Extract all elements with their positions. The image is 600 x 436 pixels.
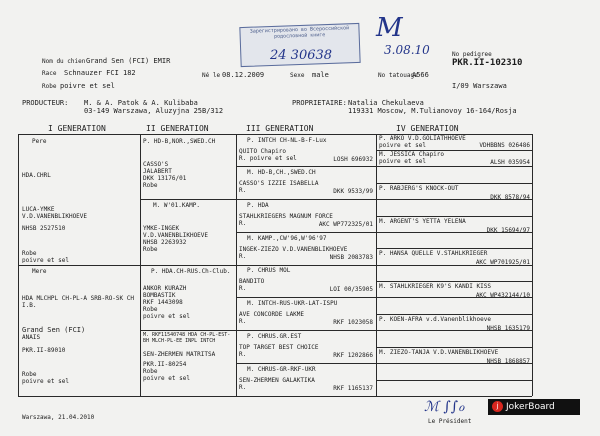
gen2-entry-1: [143, 138, 235, 198]
mother-registration: PKR.II-89010: [22, 347, 66, 354]
gen3-title: M. CHRUS-GR-RKF-UKR: [247, 366, 316, 373]
mother-name: Grand Sen (FCI): [22, 326, 86, 334]
footer-place-date: Warszawa, 21.04.2010: [22, 414, 95, 421]
father-registration: NHSB 2527510: [22, 225, 66, 232]
father-name: LUCA-YMKE: [22, 206, 55, 213]
mother-title-cont: I.B.: [22, 302, 37, 309]
robe-label: Robe: [42, 83, 57, 90]
gen4-registration: NHSB 1868857: [486, 358, 530, 365]
gen3-color: R.: [239, 187, 247, 194]
dog-name: Grand Sen (FCI) EMIR: [86, 57, 171, 65]
gen3-title: M. HD-B,CH.,SWED.CH: [247, 169, 316, 176]
gen3-title: P. INTCH CH-NL-B-F-Lux: [247, 137, 327, 144]
father-color: poivre et sel: [22, 257, 69, 263]
gen3-color: R.: [239, 220, 247, 227]
gen3-title: P. CHRUS MOL: [247, 267, 291, 274]
gen4-registration: VDHBBNS 026486: [479, 142, 530, 149]
gen2-title: P. HDA.CH-RUS.Ch-Club.: [151, 268, 231, 275]
gen3-name: AVE CONCORDE LAKME: [239, 311, 305, 318]
gen1-mother: [22, 268, 138, 394]
gen3-name: QUITO Chapiro: [239, 148, 286, 155]
gen2-color: poivre et sel: [143, 313, 190, 320]
gen3-registration: RKF 1165137: [333, 385, 373, 392]
issue-label: I/09 Warszawa: [452, 82, 507, 90]
pedigree-label: No pedigree: [452, 51, 492, 58]
gen4-name: M. JESSICA Chapiro: [379, 151, 445, 158]
gen2-color-label: Robe: [143, 306, 158, 313]
gen3-color: R.: [239, 318, 247, 325]
gen2-registration: PKR.II-80254: [143, 361, 187, 368]
gen4-entry-5: [379, 250, 531, 280]
sex-value: male: [312, 71, 329, 79]
row-divider-gen4-5: [376, 281, 532, 282]
mother-name-cont: ANAIS: [22, 334, 41, 341]
gen3-name: INGEK-ZIEZO V.D.VANENBLIKHOEVE: [239, 246, 348, 253]
gen3-registration: RKF 1023058: [333, 319, 373, 326]
gen2-color: poivre et sel: [143, 375, 190, 382]
father-color-label: Robe: [22, 250, 37, 257]
gen2-registration: DKK 13176/01: [143, 175, 187, 182]
gen3-color: R.: [239, 384, 247, 391]
row-divider-gen4-7: [376, 347, 532, 348]
gen4-entry-3: [379, 185, 531, 215]
gen3-title: M. KAMP.,CW'96,W'96'97: [247, 235, 327, 242]
watermark-icon: j: [492, 401, 503, 412]
gen2-name: ANKOR KURAZH: [143, 285, 187, 292]
table-right-border: [532, 134, 533, 396]
watermark-logo: [488, 399, 580, 415]
gen3-name: BANDITO: [239, 278, 265, 285]
gen3-registration: LOI 00/35905: [329, 286, 373, 293]
gen4-entry-4: [379, 218, 531, 247]
gen2-color: Robe: [143, 246, 158, 253]
gen3-color: R.: [239, 351, 247, 358]
gen3-entry-4: [239, 235, 375, 264]
gen3-name: TOP TARGET BEST CHOICE: [239, 344, 319, 351]
owner-line2: 119331 Moscow, M.Tulianovoy 16-164/Rosja: [348, 107, 517, 115]
gen2-name-cont: V.D.VANENBLIKHOEVE: [143, 232, 209, 239]
gen4-name: P. RABJERG'S KNOCK-OUT: [379, 185, 459, 192]
mother-color-label: Robe: [22, 371, 37, 378]
sex-label: Sexe: [290, 72, 305, 79]
gen3-registration: RKF 1202866: [333, 352, 373, 359]
gen4-color: poivre et sel: [379, 142, 426, 149]
gen2-color-label: Robe: [143, 368, 158, 375]
generation-2-heading: II GENERATION: [146, 124, 209, 133]
gen3-title: M. INTCH-RUS-UKR-LAT-ISPU: [247, 300, 338, 307]
gen4-name: M. ZIEZO-TANJA V.D.VANENBLIKHOEVE: [379, 349, 499, 356]
dog-name-label: Nom du chien: [42, 58, 86, 65]
gen3-registration: AKC WP772325/01: [318, 221, 373, 228]
producer-label: PRODUCTEUR:: [22, 99, 69, 107]
gen3-color: R. poivre et sel: [239, 155, 297, 162]
gen3-entry-7: [239, 333, 375, 362]
gen4-registration: NHSB 1635179: [486, 325, 530, 332]
owner-label: PROPRIETAIRE:: [292, 99, 347, 107]
mother-label: Mere: [32, 268, 47, 275]
father-label: Pere: [32, 138, 47, 145]
pedigree-number: PKR.II-102310: [452, 58, 523, 68]
watermark-text: JokerBoard: [506, 402, 555, 412]
handwritten-signature: М: [376, 13, 403, 43]
gen4-entry-6: [379, 283, 531, 313]
gen4-registration: ALSH 035954: [490, 159, 530, 166]
stamp-text: Зарегистрировано во Всероссийской родословной книге: [249, 25, 350, 40]
born-label: Né le: [202, 72, 221, 79]
president-signature: ℳ ∫∫ℴ: [424, 399, 465, 415]
gen4-entry-8: [379, 349, 531, 379]
gen2-name: SEN-ZHERMEN MATRITSA: [143, 351, 216, 358]
race-value: Schnauzer FCI 182: [64, 69, 136, 77]
gen3-registration: DKK 9533/99: [333, 188, 373, 195]
born-date: 08.12.2009: [222, 71, 265, 79]
handwritten-date: 3.08.10: [384, 43, 430, 57]
gen2-entry-3: [143, 268, 235, 329]
row-divider-gen4-4: [376, 248, 532, 249]
gen2-name: YMKE-INGEK: [143, 225, 180, 232]
gen3-title: P. HDA: [247, 202, 269, 209]
producer-line1: M. & A. Patok & A. Kulibaba: [84, 99, 198, 107]
gen2-name-cont: BOMBASTIK: [143, 292, 176, 299]
generation-1-heading: I GENERATION: [48, 124, 106, 133]
gen2-entry-4: [143, 332, 235, 394]
gen3-entry-1: [239, 137, 375, 166]
gen2-title: M. RKF11540748 HDA CH-PL-EST-BH MLCH-PL-EE INPL INTCH: [143, 332, 231, 344]
stamp-number: 24 30638: [270, 48, 333, 63]
generation-3-heading: III GENERATION: [246, 124, 314, 133]
row-divider-gen4-6: [376, 314, 532, 315]
gen4-name: P. KOEN-AFRA v.d.Vanenblikhoeve: [379, 316, 491, 323]
gen2-title: M. W'01.KAMP.: [153, 202, 200, 209]
gen2-title: P. HD-B,NOR.,SWED.CH: [143, 138, 216, 145]
gen3-entry-2: [239, 169, 375, 198]
tattoo-value: A566: [412, 71, 429, 79]
gen3-registration: NHSB 2083783: [329, 254, 373, 261]
gen3-name: STAHLKRIEGERS MAGNUM FORCE: [239, 213, 333, 220]
gen4-registration: DKK 15694/97: [486, 227, 530, 234]
president-label: Le Président: [428, 418, 472, 425]
gen4-name: M. STAHLKRIEGER K9'S KANDI KISS: [379, 283, 491, 290]
row-divider-gen4-2: [376, 183, 532, 184]
mother-title: HDA MLCHPL CH-PL-A SRB-RO-SK CH: [22, 295, 134, 302]
gen3-title: P. CHRUS.GR.EST: [247, 333, 302, 340]
gen3-color: R.: [239, 253, 247, 260]
gen2-entry-2: [143, 202, 235, 264]
gen3-entry-3: [239, 202, 375, 231]
owner-line1: Natalia Chekulaeva: [348, 99, 424, 107]
row-divider-gen4-3: [376, 216, 532, 217]
gen4-name: P. ARKO V.D.GOLIATHHOEVE: [379, 135, 466, 142]
gen4-overflow-placeholder: [379, 381, 531, 395]
gen1-father: [22, 138, 138, 263]
gen4-entry-2: [379, 151, 531, 182]
gen4-color: poivre et sel: [379, 158, 426, 165]
mother-color: poivre et sel: [22, 378, 69, 385]
producer-line2: 03-149 Warszawa, Aluzyjna 25B/312: [84, 107, 224, 115]
gen3-entry-8: [239, 366, 375, 395]
gen3-entry-5: [239, 267, 375, 296]
table-bottom-border: [18, 396, 532, 397]
gen2-name-cont: JALABERT: [143, 168, 172, 175]
gen2-name: CASSO'S: [143, 161, 169, 168]
gen2-registration: RKF 1443098: [143, 299, 183, 306]
gen3-entry-6: [239, 300, 375, 329]
gen4-name: P. HANSA QUELLE V.STAHLKRIEGER: [379, 250, 488, 257]
father-title: HDA.CHRL: [22, 172, 51, 179]
tattoo-label: No tatouage: [378, 72, 418, 79]
gen4-registration: AKC WP432144/10: [475, 292, 530, 299]
father-kennel: V.D.VANENBLIKHOEVE: [22, 213, 88, 220]
gen4-registration: DKK 8578/94: [490, 194, 530, 201]
race-label: Race: [42, 70, 57, 77]
gen4-registration: AKC WP701925/01: [475, 259, 530, 266]
robe-value: poivre et sel: [60, 82, 115, 90]
gen3-color: R.: [239, 285, 247, 292]
gen4-entry-1: [379, 135, 531, 150]
gen4-entry-7: [379, 316, 531, 346]
gen3-registration: LOSH 696932: [333, 156, 373, 163]
gen2-color: Robe: [143, 182, 158, 189]
gen3-name: SEN-ZHERMEN GALAKTIKA: [239, 377, 315, 384]
gen3-name: CASSO'S IZZIE ISABELLA: [239, 180, 319, 187]
gen2-registration: NHSB 2263932: [143, 239, 187, 246]
generation-4-heading: IV GENERATION: [396, 124, 459, 133]
gen4-name: M. ARGENT'S YETTA YELENA: [379, 218, 466, 225]
